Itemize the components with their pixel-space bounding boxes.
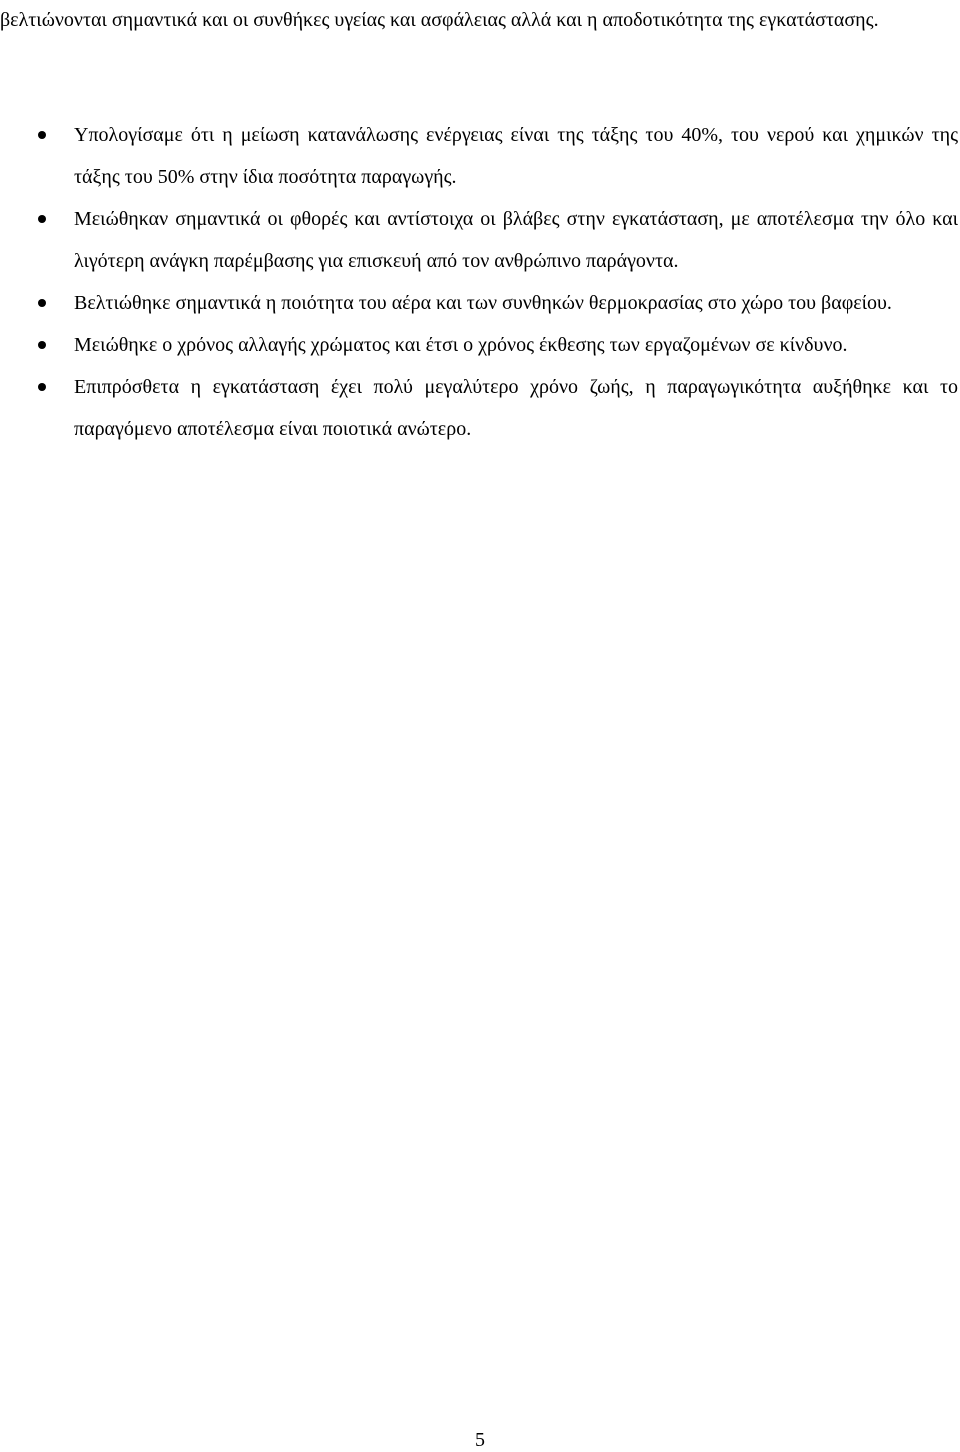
bullet-text: Μειώθηκε ο χρόνος αλλαγής χρώματος και έτσι ο χρόνος έκθεσης των εργαζομένων σε κίνδυνο. bbox=[74, 334, 848, 356]
bullet-dot-icon bbox=[38, 215, 46, 223]
bullet-list bbox=[0, 114, 960, 450]
page-number: 5 bbox=[475, 1429, 485, 1451]
bullet-dot-icon bbox=[38, 383, 46, 391]
bullet-item bbox=[0, 324, 958, 366]
bullet-text: Μειώθηκαν σημαντικά οι φθορές και αντίστοιχα οι βλάβες στην εγκατάσταση, με αποτέλεσμα την όλο και λιγότερη ανάγκη παρέμβασης για επισκευή από τον ανθρώπινο παράγοντα. bbox=[74, 208, 958, 272]
bullet-item bbox=[0, 114, 958, 198]
bullet-text: Επιπρόσθετα η εγκατάσταση έχει πολύ μεγαλύτερο χρόνο ζωής, η παραγωγικότητα αυξήθηκε και το παραγόμενο αποτέλεσμα είναι ποιοτικά ανώτερο. bbox=[74, 376, 958, 440]
bullet-text: Υπολογίσαμε ότι η μείωση κατανάλωσης ενέργειας είναι της τάξης του 40%, του νερού και χημικών της τάξης του 50% στην ίδια ποσότητα παραγωγής. bbox=[74, 124, 958, 188]
bullet-dot-icon bbox=[38, 341, 46, 349]
continuation-paragraph: βελτιώνονται σημαντικά και οι συνθήκες υγείας και ασφάλειας αλλά και η αποδοτικότητα της εγκατάστασης. bbox=[0, 9, 879, 31]
bullet-text: Βελτιώθηκε σημαντικά η ποιότητα του αέρα και των συνθηκών θερμοκρασίας στο χώρο του βαφείου. bbox=[74, 292, 892, 314]
bullet-item bbox=[0, 366, 958, 450]
bullet-dot-icon bbox=[38, 299, 46, 307]
bullet-dot-icon bbox=[38, 131, 46, 139]
bullet-item bbox=[0, 198, 958, 282]
bullet-item bbox=[0, 282, 958, 324]
